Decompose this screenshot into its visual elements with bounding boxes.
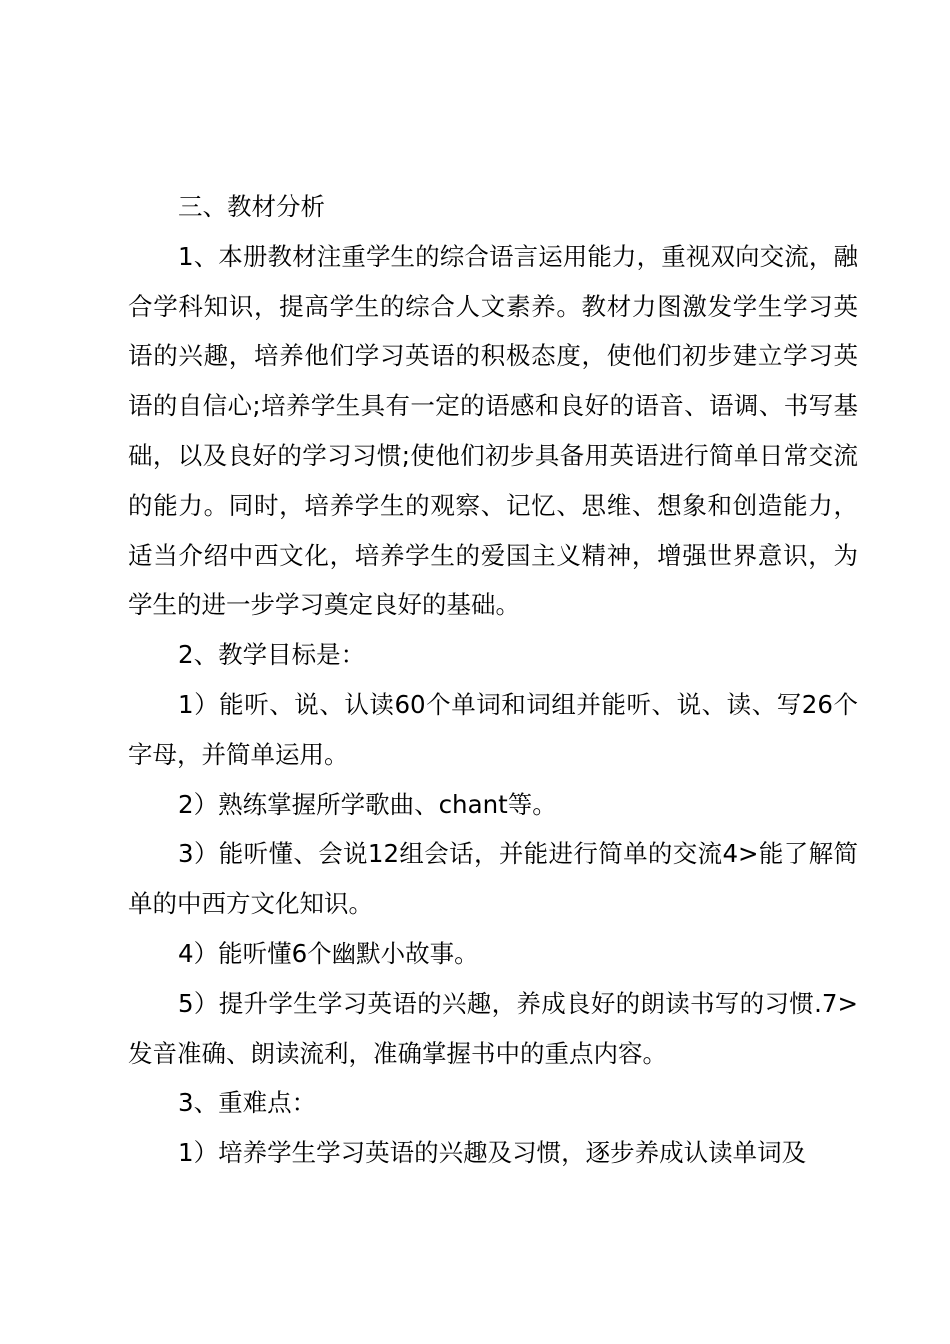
paragraph-key-points-heading: 3、重难点：	[178, 1088, 317, 1118]
paragraph-goal-5: 5）提升学生学习英语的兴趣，养成良好的朗读书写的习惯.7>发音准确、朗读流利，准确掌握书中的重点内容。	[128, 988, 858, 1068]
paragraph-goal-2: 2）熟练掌握所学歌曲、chant等。	[178, 789, 557, 819]
document-page	[128, 182, 858, 1178]
paragraph-teaching-goals-heading: 2、教学目标是：	[178, 640, 366, 670]
section-heading: 三、教材分析	[178, 192, 325, 221]
paragraph-goal-4: 4）能听懂6个幽默小故事。	[178, 938, 479, 968]
paragraph-goal-3: 3）能听懂、会说12组会话，并能进行简单的交流4>能了解简单的中西方文化知识。	[128, 839, 858, 919]
paragraph-key-point-1: 1）培养学生学习英语的兴趣及习惯，逐步养成认读单词及	[178, 1138, 807, 1168]
paragraph-material-analysis: 1、本册教材注重学生的综合语言运用能力，重视双向交流，融合学科知识，提高学生的综合人文素养。教材力图激发学生学习英语的兴趣，培养他们学习英语的积极态度，使他们初步建立学习英语的自信心;培养学生具有一定的语感和良好的语音、语调、书写基础，以及良好的学习习惯;使他们初步具备用英语进行简单日常交流的能力。同时，培养学生的观察、记忆、思维、想象和创造能力，适当介绍中西文化，培养学生的爱国主义精神，增强世界意识，为学生的进一步学习奠定良好的基础。	[128, 241, 858, 620]
paragraph-goal-1: 1）能听、说、认读60个单词和词组并能听、说、读、写26个字母，并简单运用。	[128, 689, 858, 769]
